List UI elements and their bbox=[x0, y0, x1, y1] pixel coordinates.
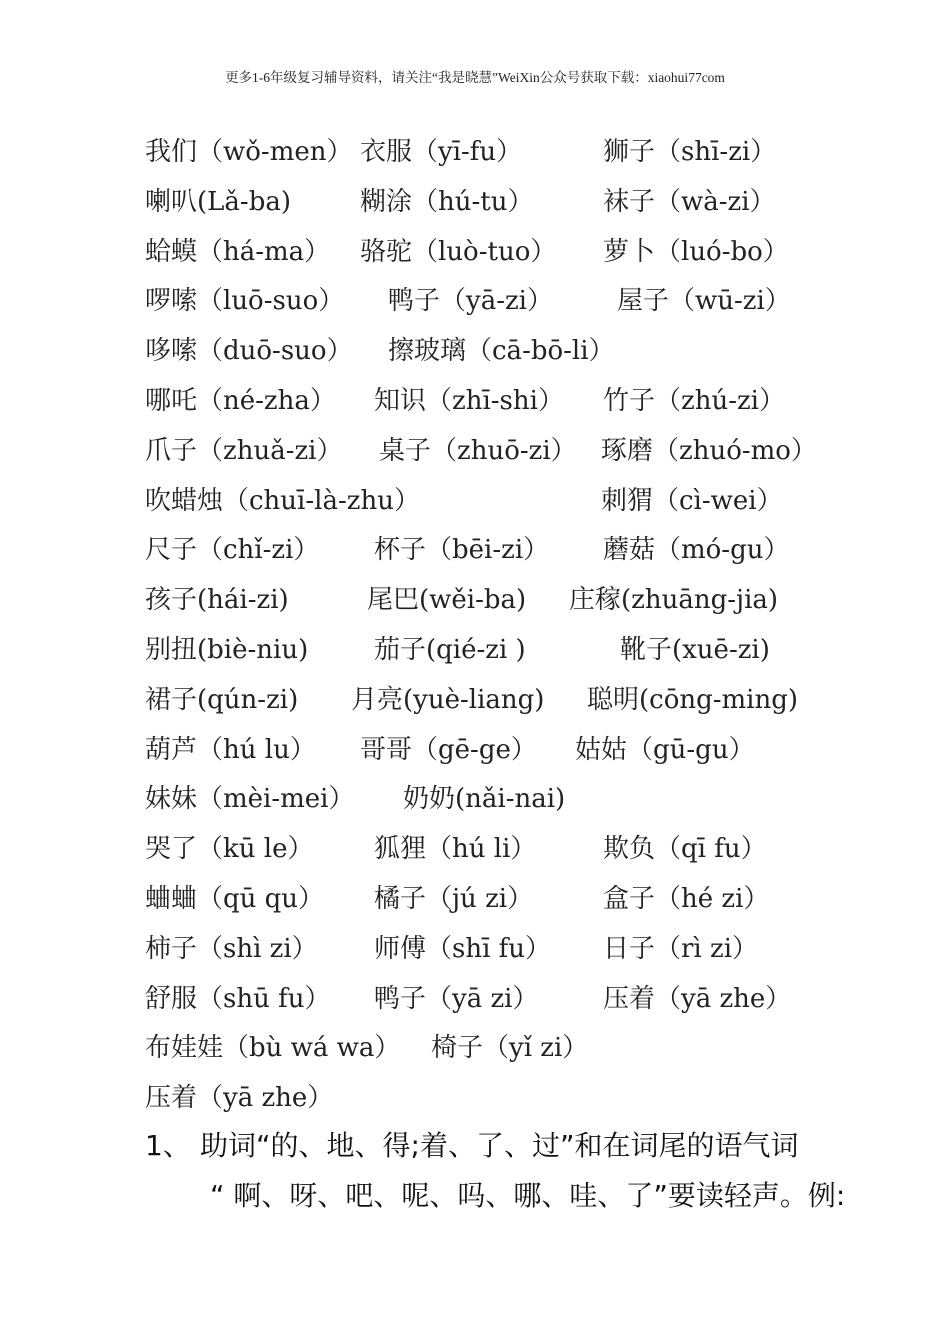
word-pinyin: 哭了（kū le） bbox=[145, 834, 314, 865]
word-pinyin: 刺猬（cì-wei） bbox=[601, 485, 783, 516]
word-pinyin: 萝卜（luó-bo） bbox=[603, 236, 789, 267]
word-pinyin: 哪吒（né-zha） bbox=[145, 386, 336, 416]
word-pinyin: 狐狸（hú li） bbox=[374, 834, 537, 865]
section-number: 1、 bbox=[145, 1129, 191, 1162]
word-pinyin: 哥哥（gē-ge） bbox=[360, 734, 537, 765]
word-pinyin: 孩子(hái-zi) bbox=[145, 585, 289, 616]
word-pinyin: 袜子（wà-zi） bbox=[603, 186, 776, 217]
word-pinyin: 柿子（shì zi） bbox=[145, 933, 318, 964]
word-pinyin: 压着（yā zhe） bbox=[603, 983, 792, 1014]
word-pinyin: 茄子(qié-zi ) bbox=[374, 635, 526, 665]
word-pinyin: 盒子（hé zi） bbox=[603, 884, 770, 914]
word-pinyin: 舒服（shū fu） bbox=[145, 983, 331, 1014]
word-pinyin: 蛤蟆（há-ma） bbox=[145, 236, 331, 267]
word-pinyin: 师傅（shī fu） bbox=[374, 933, 552, 964]
word-pinyin: 奶奶(nǎi-nai) bbox=[403, 784, 566, 815]
word-pinyin: 糊涂（hú-tu） bbox=[360, 186, 534, 217]
word-pinyin: 吹蜡烛（chuī-là-zhu） bbox=[145, 485, 420, 516]
word-pinyin: 日子（rì zi） bbox=[603, 933, 759, 964]
section-line-1: 助词“的、地、得;着、了、过”和在词尾的语气词 bbox=[200, 1129, 799, 1162]
word-pinyin: 葫芦（hú lu） bbox=[145, 734, 316, 765]
word-pinyin: 别扭(biè-niu) bbox=[145, 635, 309, 665]
word-pinyin: 月亮(yuè-liang) bbox=[351, 684, 545, 715]
word-pinyin: 狮子（shī-zi） bbox=[603, 137, 777, 167]
word-pinyin: 压着（yā zhe） bbox=[145, 1083, 334, 1114]
word-pinyin: 妹妹（mèi-mei） bbox=[145, 784, 355, 815]
word-pinyin: 裙子(qún-zi) bbox=[145, 684, 299, 715]
word-pinyin: 爪子（zhuǎ-zi） bbox=[145, 435, 343, 466]
word-pinyin: 尺子（chǐ-zi） bbox=[145, 535, 320, 566]
page-header: 更多1-6年级复习辅导资料，请关注“我是晓慧”WeiXin公众号获取下载：xiaohui77com bbox=[225, 70, 725, 85]
word-pinyin: 布娃娃（bù wá wa） bbox=[145, 1033, 401, 1064]
word-pinyin: 聪明(cōng-ming) bbox=[587, 684, 799, 715]
word-pinyin: 喇叭(Lǎ-ba) bbox=[145, 186, 291, 217]
word-pinyin: 姑姑（gū-gu） bbox=[575, 734, 755, 765]
word-pinyin: 琢磨（zhuó-mo） bbox=[601, 435, 817, 466]
word-pinyin: 蘑菇（mó-gu） bbox=[603, 535, 790, 566]
word-pinyin: 擦玻璃（cā-bō-li） bbox=[388, 336, 615, 367]
word-pinyin: 衣服（yī-fu） bbox=[360, 137, 523, 167]
word-pinyin: 骆驼（luò-tuo） bbox=[360, 236, 557, 267]
word-pinyin: 鸭子（yā-zi） bbox=[388, 286, 553, 317]
word-pinyin: 橘子（jú zi） bbox=[374, 884, 534, 914]
word-pinyin: 尾巴(wěi-ba) bbox=[367, 585, 527, 616]
word-pinyin: 竹子（zhú-zi） bbox=[603, 386, 785, 416]
word-pinyin: 哆嗦（duō-suo） bbox=[145, 336, 353, 367]
section-line-2: “ 啊、呀、吧、呢、吗、哪、哇、了”要读轻声。例: bbox=[210, 1179, 846, 1212]
word-pinyin: 庄稼(zhuāng-jia) bbox=[569, 585, 779, 616]
word-pinyin: 屋子（wū-zi） bbox=[617, 286, 791, 317]
word-pinyin: 靴子(xuē-zi) bbox=[620, 635, 770, 665]
word-pinyin: 蛐蛐（qū qu） bbox=[145, 884, 325, 914]
word-pinyin: 杯子（bēi-zi） bbox=[374, 535, 550, 566]
word-pinyin: 知识（zhī-shi） bbox=[374, 386, 564, 416]
word-pinyin: 椅子（yǐ zi） bbox=[431, 1033, 589, 1064]
word-pinyin: 鸭子（yā zi） bbox=[374, 983, 539, 1014]
word-pinyin: 我们（wǒ-men） bbox=[145, 137, 353, 167]
word-pinyin: 啰嗦（luō-suo） bbox=[145, 286, 345, 317]
word-pinyin: 欺负（qī fu） bbox=[603, 834, 767, 865]
word-pinyin: 桌子（zhuō-zi） bbox=[379, 435, 577, 466]
